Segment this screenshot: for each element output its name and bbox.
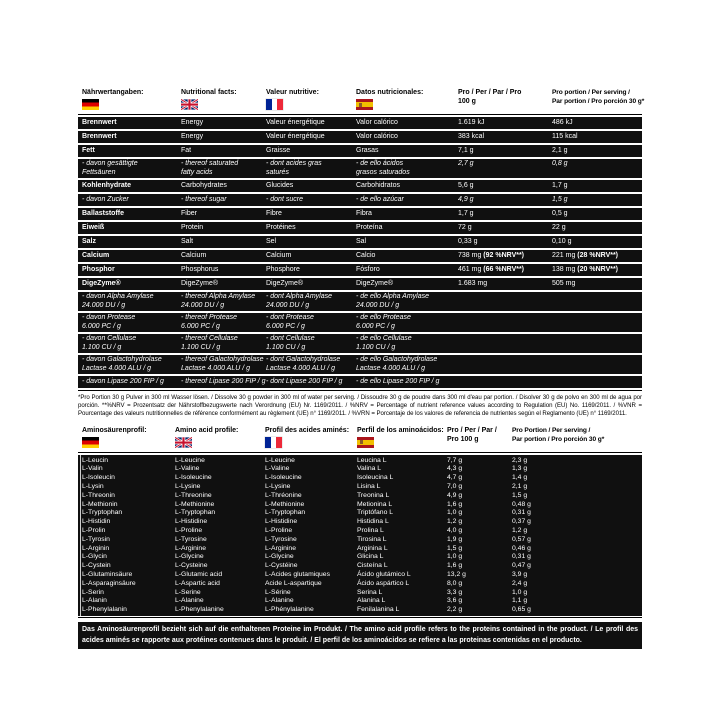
cell-de: Fett: [82, 147, 95, 154]
nutrition-row: [78, 292, 642, 311]
cell-fr: L-Alanine: [265, 597, 294, 605]
cell-de: Eiweiß: [82, 224, 105, 231]
cell-fr: L-Leucine: [265, 456, 295, 464]
cell-per-100g: 3,3 g: [447, 588, 463, 596]
cell-per-100g: 1.683 mg: [458, 280, 488, 287]
cell-per-100g: 2,7 g: [458, 160, 474, 167]
france-flag-icon: [266, 99, 283, 110]
cell-fr: Fibre: [266, 210, 282, 217]
cell-de: Kohlenhydrate: [82, 182, 132, 189]
nutrition-row: [78, 145, 642, 157]
cell-en: DigeZyme®: [181, 280, 219, 287]
nutrition-row: [78, 278, 642, 290]
cell-fr: Sel: [266, 238, 277, 245]
amino-acid-row: [78, 597, 642, 606]
cell-en: L-Lysine: [175, 483, 201, 490]
cell-per-serving: 0,57 g: [512, 535, 531, 543]
cell-es: Carbohidratos: [356, 182, 400, 189]
amino-acid-row: [78, 553, 642, 562]
cell-en: L-Cysteine: [175, 562, 208, 570]
cell-per-serving: 138 mg (20 %NRV**): [552, 266, 619, 273]
amino-per-serving-column-header: Pro Portion / Per serving / Par portion / Pro porción 30 g*: [512, 426, 605, 443]
cell-en: L-Tyrosine: [175, 535, 207, 543]
cell-per-100g: 1,6 g: [447, 500, 463, 508]
amino-acid-row: [78, 589, 642, 598]
amino-acid-row: [78, 501, 642, 510]
cell-es: Prolina L: [357, 526, 384, 534]
amino-header-label-german: Aminosäurenprofil:: [82, 426, 147, 434]
cell-de: Phosphor: [82, 266, 115, 273]
amino-per-100g-column-header: Pro / Per / Par / Pro 100 g: [447, 426, 497, 443]
cell-fr: L-Lysine: [265, 483, 291, 490]
amino-header-col-french: [265, 426, 357, 448]
germany-flag-icon: [82, 99, 99, 110]
cell-de: L-Tyrosin: [82, 535, 110, 543]
cell-es: Lisina L: [357, 483, 381, 490]
nutrition-row: [78, 355, 642, 374]
cell-per-serving: 1,0 g: [512, 588, 528, 596]
header-col-english: [181, 88, 266, 110]
cell-fr: DigeZyme®: [266, 280, 304, 287]
cell-en: - thereof Cellulase 1.100 CU / g: [181, 335, 238, 351]
cell-es: Grasas: [356, 147, 379, 154]
cell-en: L-Histidine: [175, 518, 208, 526]
nutrition-row: [78, 131, 642, 143]
cell-per-100g: 1,6 g: [447, 562, 463, 570]
cell-per-serving: 3,9 g: [512, 570, 528, 578]
cell-en: Carbohydrates: [181, 182, 227, 189]
cell-per-serving: 2,1 g: [552, 147, 568, 154]
cell-es: Ácido aspártico L: [357, 579, 410, 587]
spain-flag-icon: [357, 437, 374, 448]
cell-en: L-Arginine: [175, 544, 206, 552]
cell-per-serving: 0,31 g: [512, 509, 531, 517]
cell-es: Proteína: [356, 224, 383, 231]
cell-de: L-Isoleucin: [82, 474, 115, 482]
protein-reference-note: Das Aminosäurenprofil bezieht sich auf die enthaltenen Proteine im Produkt. / The amino acid profile refers to the proteins contained in the product. / Le profil des acides aminés se rapporte aux protéines contenues dans le produit. / El perfil de los aminoácidos se refiere a las proteinas contenidas en el producto.: [78, 622, 642, 649]
cell-fr: Valeur énergétique: [266, 133, 325, 140]
cell-de: L-Tryptophan: [82, 509, 123, 517]
cell-per-serving: 0,65 g: [512, 606, 531, 614]
cell-per-100g: 461 mg (66 %NRV**): [458, 266, 525, 273]
cell-es: Tirosina L: [357, 535, 387, 543]
cell-per-100g: [458, 356, 552, 374]
cell-es: Sal: [356, 238, 367, 245]
cell-per-serving: 221 mg (28 %NRV**): [552, 252, 619, 259]
cell-fr: L-Isoleucine: [265, 474, 302, 482]
cell-per-serving: 115 kcal: [552, 133, 578, 140]
cell-fr: L-Sérine: [265, 588, 291, 596]
cell-de: - davon Cellulase 1.100 CU / g: [82, 335, 137, 351]
table-bottom-rule: [78, 390, 642, 391]
cell-de: L-Cystein: [82, 562, 111, 570]
cell-per-serving: 505 mg: [552, 280, 576, 287]
cell-en: Fat: [181, 147, 192, 154]
cell-es: Metionina L: [357, 500, 393, 508]
cell-es: - de ello Galactohydrolase Lactase 4.000 ALU / g: [356, 356, 438, 372]
cell-per-serving: [552, 314, 642, 332]
cell-fr: Acide L-aspartique: [265, 579, 322, 587]
amino-header-col-english: [175, 426, 265, 448]
cell-per-serving: 0,31 g: [512, 553, 531, 561]
cell-per-serving: [552, 356, 642, 374]
cell-es: Arginina L: [357, 544, 388, 552]
header-col-spanish: [356, 88, 458, 110]
cell-es: Fósforo: [356, 266, 380, 273]
amino-acid-row: [78, 545, 642, 554]
cell-per-100g: 1.619 kJ: [458, 119, 485, 126]
nutrition-rows: [78, 117, 642, 388]
cell-en: L-Valine: [175, 465, 200, 473]
cell-es: Isoleucina L: [357, 474, 394, 482]
cell-es: Serina L: [357, 588, 383, 596]
germany-flag-icon: [82, 437, 99, 448]
amino-acid-row: [78, 527, 642, 536]
header-col-german: [78, 88, 181, 110]
cell-de: L-Phenylalanin: [82, 606, 127, 614]
cell-per-100g: 7,1 g: [458, 147, 474, 154]
cell-en: - thereof sugar: [181, 196, 227, 203]
nutrition-row: [78, 159, 642, 178]
cell-fr: L-Arginine: [265, 544, 296, 552]
cell-per-serving: 2,3 g: [512, 456, 528, 464]
amino-table-header: [78, 424, 642, 453]
per-100g-column-header: Pro / Per / Par / Pro 100 g: [458, 89, 522, 105]
cell-per-100g: 4,9 g: [458, 196, 474, 203]
cell-es: - de ello Cellulase 1.100 CU / g: [356, 335, 412, 351]
cell-per-serving: 1,3 g: [512, 465, 528, 473]
cell-per-100g: [458, 335, 552, 353]
cell-per-100g: 72 g: [458, 224, 472, 231]
amino-acid-row: [78, 580, 642, 589]
nutrition-row: [78, 117, 642, 129]
cell-fr: - dont Galactohydrolase Lactase 4.000 ALU / g: [266, 356, 341, 372]
cell-fr: L-Thréonine: [265, 491, 302, 499]
cell-per-serving: 2,1 g: [512, 483, 528, 490]
cell-per-serving: 1,7 g: [552, 182, 568, 189]
cell-en: Protein: [181, 224, 204, 231]
france-flag-icon: [265, 437, 282, 448]
cell-es: Leucina L: [357, 456, 387, 464]
cell-per-serving: 0,48 g: [512, 500, 531, 508]
cell-per-100g: 1,0 g: [447, 509, 463, 517]
cell-fr: L-Proline: [265, 526, 293, 534]
cell-en: - thereof saturated fatty acids: [181, 160, 239, 176]
amino-rows: [78, 455, 642, 616]
cell-fr: Glucides: [266, 182, 294, 189]
uk-flag-icon: [175, 437, 192, 448]
cell-de: - davon Alpha Amylase 24.000 DU / g: [82, 293, 154, 309]
cell-per-serving: 1,5 g: [552, 196, 568, 203]
cell-per-serving: 0,8 g: [552, 160, 568, 167]
cell-es: Histidina L: [357, 518, 389, 526]
amino-acid-row: [78, 536, 642, 545]
cell-en: - thereof Protease 6.000 PC / g: [181, 314, 238, 330]
cell-en: L-Serine: [175, 588, 201, 596]
cell-per-100g: 1,9 g: [447, 535, 463, 543]
amino-acid-row: [78, 518, 642, 527]
amino-acid-row: [78, 483, 642, 492]
cell-en: L-Methionine: [175, 500, 215, 508]
cell-per-serving: 0,46 g: [512, 544, 531, 552]
cell-per-serving: 0,5 g: [552, 210, 568, 217]
cell-de: L-Prolin: [82, 526, 106, 534]
cell-de: L-Arginin: [82, 544, 110, 552]
cell-en: Fiber: [181, 210, 197, 217]
cell-fr: - dont Protease 6.000 PC / g: [266, 314, 314, 330]
spain-flag-icon: [356, 99, 373, 110]
cell-es: Calcio: [356, 252, 376, 259]
header-label-german: Nährwertangaben:: [82, 89, 144, 96]
cell-fr: - dont sucre: [266, 196, 303, 203]
cell-de: Brennwert: [82, 119, 117, 126]
nutrition-row: [78, 250, 642, 262]
cell-fr: - dont acides gras saturés: [266, 160, 322, 176]
cell-fr: - dont Alpha Amylase 24.000 DU / g: [266, 293, 333, 309]
cell-fr: L-Phénylalanine: [265, 606, 314, 614]
cell-per-100g: 1,0 g: [447, 553, 463, 561]
cell-per-100g: 383 kcal: [458, 133, 485, 140]
cell-per-serving: [552, 335, 642, 353]
cell-per-100g: 3,6 g: [447, 597, 463, 605]
cell-es: Alanina L: [357, 597, 386, 605]
nutrition-row: [78, 236, 642, 248]
cell-de: L-Methionin: [82, 500, 118, 508]
cell-es: Glicina L: [357, 553, 384, 561]
amino-acid-row: [78, 474, 642, 483]
nutrition-row: [78, 180, 642, 192]
cell-fr: L-Tyrosine: [265, 535, 297, 543]
amino-header-label-french: Profil des acides aminés:: [265, 426, 350, 434]
cell-es: Cisteína L: [357, 562, 388, 570]
cell-per-100g: 5,6 g: [458, 182, 474, 189]
cell-de: - davon Lipase 200 FIP / g: [82, 378, 164, 385]
cell-per-100g: 738 mg (92 %NRV**): [458, 252, 525, 259]
nutrition-row: [78, 194, 642, 206]
cell-es: Fibra: [356, 210, 372, 217]
cell-en: L-Aspartic acid: [175, 579, 220, 587]
cell-es: Triptófano L: [357, 509, 394, 517]
cell-per-serving: 1,1 g: [512, 597, 528, 605]
cell-fr: Phosphore: [266, 266, 300, 273]
cell-de: DigeZyme®: [82, 280, 121, 287]
cell-fr: - dont Lipase 200 FIP / g: [266, 378, 343, 385]
amino-acid-row: [78, 457, 642, 466]
cell-per-100g: 1,7 g: [458, 210, 474, 217]
header-col-french: [266, 88, 356, 110]
cell-de: L-Alanin: [82, 597, 107, 605]
cell-fr: Graisse: [266, 147, 291, 154]
nutrition-facts-table: [78, 86, 645, 391]
cell-fr: L-Glycine: [265, 553, 294, 561]
cell-de: - davon gesättigte Fettsäuren: [82, 160, 138, 176]
cell-fr: L-Methionine: [265, 500, 305, 508]
cell-de: Ballaststoffe: [82, 210, 125, 217]
cell-per-serving: 0,37 g: [512, 518, 531, 526]
cell-en: Energy: [181, 119, 204, 126]
cell-per-serving: 1,4 g: [512, 474, 528, 482]
cell-de: L-Glutaminsäure: [82, 570, 133, 578]
nutrition-row: [78, 376, 642, 388]
cell-fr: L-Valine: [265, 465, 290, 473]
cell-en: - thereof Lipase 200 FIP / g: [181, 378, 266, 385]
cell-de: Salz: [82, 238, 97, 245]
header-label-spanish: Datos nutricionales:: [356, 89, 424, 96]
cell-fr: L-Cystéine: [265, 562, 298, 570]
nutrition-label: [78, 86, 645, 656]
cell-en: L-Isoleucine: [175, 474, 212, 482]
cell-fr: L-Tryptophan: [265, 509, 306, 517]
cell-en: L-Leucine: [175, 456, 205, 464]
cell-es: - de ello azúcar: [356, 196, 404, 203]
cell-per-serving: [552, 293, 642, 311]
cell-per-100g: 4,3 g: [447, 465, 463, 473]
cell-en: L-Phenylalanine: [175, 606, 224, 614]
cell-en: L-Glycine: [175, 553, 204, 561]
cell-de: Brennwert: [82, 133, 117, 140]
cell-es: - de ello ácidos grasos saturados: [356, 160, 410, 176]
cell-per-100g: 2,2 g: [447, 606, 463, 614]
cell-es: Valor calórico: [356, 119, 398, 126]
cell-fr: L-Histidine: [265, 518, 298, 526]
nutrition-row: [78, 334, 642, 353]
cell-per-100g: 1,5 g: [447, 544, 463, 552]
cell-fr: - dont Cellulase 1.100 CU / g: [266, 335, 315, 351]
cell-en: - thereof Galactohydrolase Lactase 4.000 ALU / g: [181, 356, 264, 372]
amino-header-col-spanish: [357, 426, 447, 448]
cell-per-serving: 1,5 g: [512, 491, 528, 499]
cell-en: Salt: [181, 238, 194, 245]
cell-de: - davon Zucker: [82, 196, 129, 203]
cell-per-100g: 4,9 g: [447, 491, 463, 499]
cell-per-serving: 486 kJ: [552, 119, 573, 126]
nutrition-row: [78, 208, 642, 220]
per-serving-column-header: Pro portion / Per serving / Par portion / Pro porción 30 g*: [552, 89, 645, 105]
amino-acid-row: [78, 606, 642, 615]
cell-de: L-Histidin: [82, 518, 111, 526]
cell-per-serving: [552, 376, 642, 388]
cell-per-serving: 0,47 g: [512, 562, 531, 570]
header-label-english: Nutritional facts:: [181, 89, 237, 96]
cell-de: L-Leucin: [82, 456, 109, 464]
cell-per-100g: 0,33 g: [458, 238, 478, 245]
cell-en: Calcium: [181, 252, 207, 259]
amino-acid-row: [78, 509, 642, 518]
cell-per-serving: 1,2 g: [512, 526, 528, 534]
cell-de: Calcium: [82, 252, 110, 259]
cell-de: L-Serin: [82, 588, 104, 596]
amino-acid-row: [78, 562, 642, 571]
cell-per-100g: [458, 293, 552, 311]
nutrition-row: [78, 313, 642, 332]
amino-acid-table: [78, 424, 642, 618]
cell-per-100g: 7,7 g: [447, 456, 463, 464]
nutrition-row: [78, 264, 642, 276]
header-label-french: Valeur nutritive:: [266, 89, 319, 96]
amino-bottom-rule: [78, 617, 642, 618]
cell-en: L-Glutamic acid: [175, 570, 223, 578]
nutrition-table-header: [78, 86, 645, 115]
amino-acid-row: [78, 492, 642, 501]
cell-es: - de ello Protease 6.000 PC / g: [356, 314, 411, 330]
cell-en: Energy: [181, 133, 204, 140]
cell-en: Phosphorus: [181, 266, 219, 273]
cell-es: DigeZyme®: [356, 280, 394, 287]
uk-flag-icon: [181, 99, 198, 110]
cell-en: L-Proline: [175, 526, 203, 534]
cell-en: L-Alanine: [175, 597, 204, 605]
cell-de: L-Glycin: [82, 553, 107, 561]
cell-en: L-Tryptophan: [175, 509, 216, 517]
cell-en: - thereof Alpha Amylase 24.000 DU / g: [181, 293, 256, 309]
cell-es: Ácido glutámico L: [357, 570, 411, 578]
amino-header-label-english: Amino acid profile:: [175, 426, 239, 434]
cell-es: Valor calórico: [356, 133, 398, 140]
cell-per-100g: [458, 376, 552, 388]
amino-header-label-spanish: Perfil de los aminoácidos:: [357, 426, 444, 434]
cell-es: Treonina L: [357, 491, 390, 499]
cell-de: L-Lysin: [82, 483, 104, 490]
cell-fr: L-Acides glutamiques: [265, 570, 330, 578]
amino-acid-row: [78, 465, 642, 474]
cell-per-100g: 13,2 g: [447, 570, 466, 578]
cell-es: - de ello Lipase 200 FIP / g: [356, 378, 440, 385]
cell-de: L-Valin: [82, 465, 103, 473]
serving-and-nrv-footnote: *Pro Portion 30 g Pulver in 300 ml Wasser lösen. / Dissolve 30 g powder in 300 ml of water per serving. / Dissoudre 30 g de poudre dans 300 ml d'eau par portion. / Disolver 30 g de polvo en 300 ml de agua por porción. **%NRV = Prozentsatz der Nährstoffbezugswerte nach Verordnung (EU) Nr. 1169/2011. / %NRV = Percentage of nutrient reference values according to Regulation (EU) No. 1169/2011. / %VNR = Pourcentage des valeurs nutritionnelles de référence conformément au règlement (UE) n° 1169/2011. / %VRN = Porcentaje de los valores de referencia de nutrientes según el Reglamento (UE) n° 1169/2011.: [78, 394, 642, 418]
cell-per-100g: 4,7 g: [447, 474, 463, 482]
cell-per-serving: 22 g: [552, 224, 566, 231]
nutrition-row: [78, 222, 642, 234]
cell-de: - davon Protease 6.000 PC / g: [82, 314, 136, 330]
cell-es: Fenilalanina L: [357, 606, 400, 614]
cell-per-100g: 4,0 g: [447, 526, 463, 534]
cell-en: L-Threonine: [175, 491, 212, 499]
cell-es: Valina L: [357, 465, 382, 473]
cell-de: L-Asparaginsäure: [82, 579, 136, 587]
cell-per-100g: 7,0 g: [447, 483, 463, 490]
cell-per-serving: 2,4 g: [512, 579, 528, 587]
cell-fr: Calcium: [266, 252, 292, 259]
cell-fr: Protéines: [266, 224, 296, 231]
cell-de: L-Threonin: [82, 491, 115, 499]
amino-acid-row: [78, 571, 642, 580]
cell-es: - de ello Alpha Amylase 24.000 DU / g: [356, 293, 430, 309]
cell-de: - davon Galactohydrolase Lactase 4.000 ALU / g: [82, 356, 162, 372]
cell-per-100g: [458, 314, 552, 332]
cell-per-100g: 8,0 g: [447, 579, 463, 587]
cell-per-100g: 1,2 g: [447, 518, 463, 526]
amino-header-col-german: [78, 426, 175, 448]
cell-fr: Valeur énergétique: [266, 119, 325, 126]
cell-per-serving: 0,10 g: [552, 238, 572, 245]
